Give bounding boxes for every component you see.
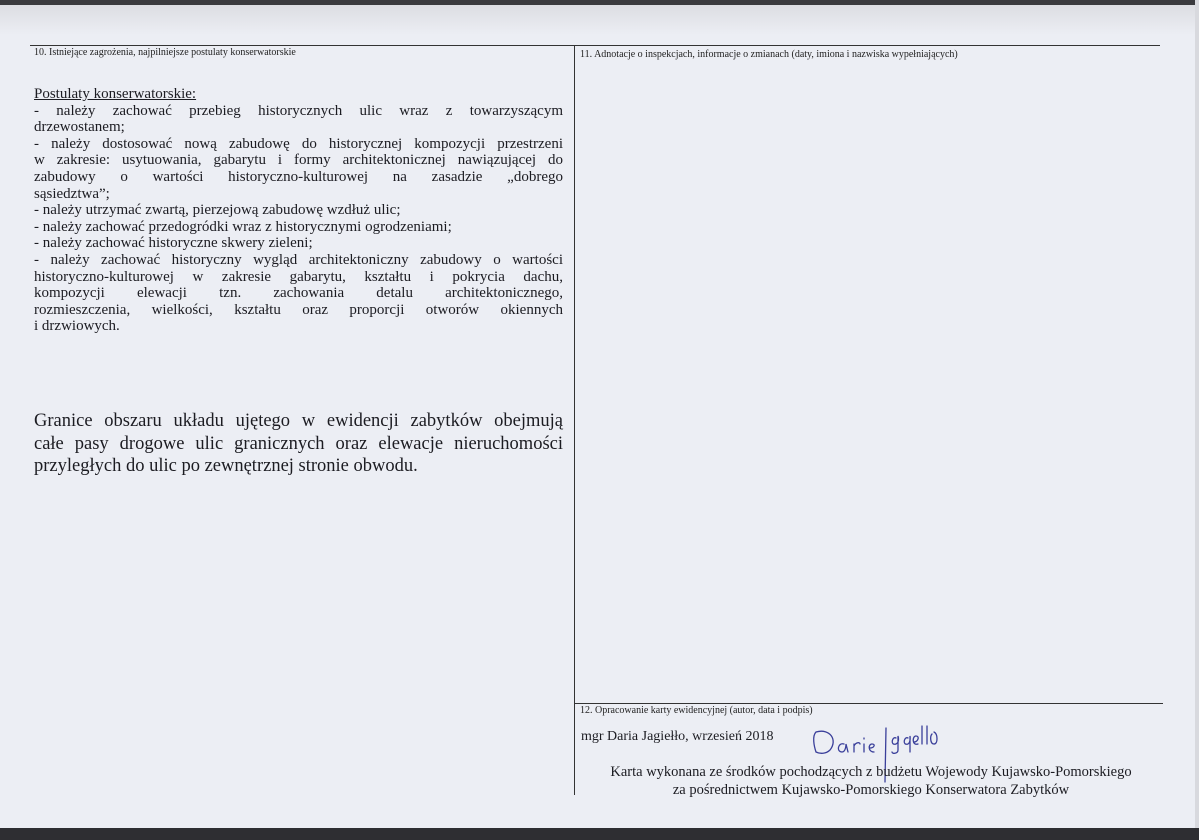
top-rule: [30, 45, 1160, 46]
scan-right-edge: [1195, 0, 1199, 840]
text-line: zabudowy o wartości historyczno-kulturowej na zasadzie „dobrego: [34, 168, 563, 185]
text-line: - należy zachować historyczne skwery zieleni;: [34, 235, 313, 252]
text-line: przyległych do ulic po zewnętrznej stronie obwodu.: [34, 456, 418, 476]
scan-shadow: [0, 5, 1199, 35]
postulates-heading: Postulaty konserwatorskie:: [34, 86, 197, 102]
funding-line: za pośrednictwem Kujawsko-Pomorskiego Konserwatora Zabytków: [672, 782, 1070, 798]
section10-label: 10. Istniejące zagrożenia, najpilniejsze postulaty konserwatorskie: [34, 47, 296, 58]
text-line: rozmieszczenia, wielkości, kształtu oraz proporcji otworów okiennych: [34, 301, 563, 318]
text-line: - należy utrzymać zwartą, pierzejową zabudowę wzdłuż ulic;: [34, 202, 401, 219]
scan-bottom-edge: [0, 828, 1199, 840]
text-line: - należy zachować przebieg historycznych ulic wraz z towarzyszącym: [34, 102, 563, 119]
text-line: i drzwiowych.: [34, 318, 120, 335]
text-line: Granice obszaru układu ujętego w ewidencji zabytków obejmują: [34, 411, 563, 431]
boundary-description: [34, 410, 563, 478]
text-line: kompozycji elewacji tzn. zachowania detalu architektonicznego,: [34, 285, 563, 302]
section12-label: 12. Opracowanie karty ewidencyjnej (autor, data i podpis): [580, 705, 813, 716]
section12-rule: [575, 703, 1163, 704]
text-line: - należy dostosować nową zabudowę do historycznej kompozycji przestrzeni: [34, 135, 563, 152]
text-line: historyczno-kulturowej w zakresie gabarytu, kształtu i pokrycia dachu,: [34, 268, 563, 285]
conservation-postulates: [34, 86, 563, 335]
text-line: - należy zachować przedogródki wraz z historycznymi ogrodzeniami;: [34, 218, 452, 235]
section11-label: 11. Adnotacje o inspekcjach, informacje o zmianach (daty, imiona i nazwiska wypełniających): [580, 49, 958, 60]
text-line: drzewostanem;: [34, 119, 125, 136]
text-line: - należy zachować historyczny wygląd architektoniczny zabudowy o wartości: [34, 251, 563, 268]
text-line: w zakresie: usytuowania, gabarytu i formy architektonicznej nawiązującej do: [34, 152, 563, 169]
author-date: mgr Daria Jagiełło, wrzesień 2018: [581, 729, 774, 744]
funding-line: Karta wykonana ze środków pochodzących z budżetu Wojewody Kujawsko-Pomorskiego: [610, 764, 1132, 780]
text-line: całe pasy drogowe ulic granicznych oraz elewacje nieruchomości: [34, 433, 563, 454]
text-line: sąsiedztwa”;: [34, 185, 110, 202]
funding-note: [576, 763, 1166, 799]
column-divider: [574, 45, 575, 795]
